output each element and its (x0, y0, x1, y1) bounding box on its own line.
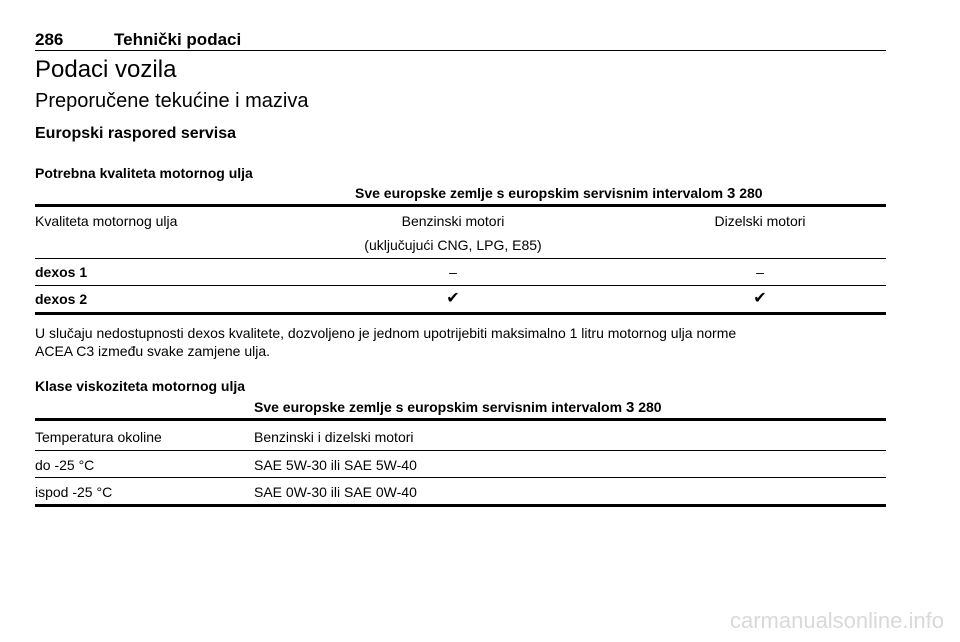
column-header-oil-quality: Kvaliteta motornog ulja (35, 213, 178, 229)
cross-reference-arrow-icon[interactable]: 3 (625, 399, 635, 416)
page-number: 286 (35, 30, 64, 49)
cross-reference-page[interactable]: 280 (638, 399, 662, 415)
row-viscosity-grade: SAE 5W-30 ili SAE 5W-40 (254, 457, 417, 473)
caption-text: Sve europske zemlje s europskim servisnim intervalom (355, 185, 724, 201)
table-rule (35, 204, 886, 207)
column-header-engines: Benzinski i dizelski motori (254, 429, 414, 445)
note-line: ACEA C3 između svake zamjene ulja. (35, 343, 270, 359)
table-rule (35, 258, 886, 259)
page-title: Podaci vozila (35, 56, 177, 83)
viscosity-caption (254, 398, 662, 417)
note-line: U slučaju nedostupnosti dexos kvalitete, dozvoljeno je jednom upotrijebiti maksimalno 1 litru motornog ulja norme (35, 325, 737, 341)
chapter-title: Tehnički podaci (114, 30, 242, 49)
oil-quality-caption (355, 184, 763, 203)
table-rule (35, 450, 886, 451)
row-temperature: ispod -25 °C (35, 484, 113, 500)
column-header-temperature: Temperatura okoline (35, 429, 162, 445)
table-rule (35, 418, 886, 421)
row-temperature: do -25 °C (35, 457, 95, 473)
dexos2-diesel-checkmark-icon: ✔ (753, 290, 767, 307)
row-label-dexos2: dexos 2 (35, 291, 88, 307)
page-header (35, 30, 886, 50)
table-rule (35, 504, 886, 507)
row-label-dexos1: dexos 1 (35, 264, 88, 280)
table-rule (35, 312, 886, 315)
oil-quality-heading: Potrebna kvaliteta motornog ulja (35, 165, 253, 181)
dexos1-petrol-value: – (449, 264, 457, 280)
dexos-note (35, 324, 886, 360)
watermark-text: carmanualsonline.info (729, 608, 944, 633)
cross-reference-page[interactable]: 280 (739, 185, 763, 201)
caption-text: Sve europske zemlje s europskim servisnim intervalom (254, 399, 623, 415)
header-divider (35, 50, 886, 51)
column-header-diesel: Dizelski motori (714, 213, 806, 229)
section-heading: Europski raspored servisa (35, 125, 236, 142)
dexos1-diesel-value: – (756, 264, 764, 280)
column-header-petrol-note: (uključujući CNG, LPG, E85) (364, 237, 542, 253)
column-header-petrol: Benzinski motori (401, 213, 505, 229)
cross-reference-arrow-icon[interactable]: 3 (726, 185, 736, 202)
table-rule (35, 477, 886, 478)
manual-page (35, 0, 886, 642)
viscosity-heading: Klase viskoziteta motornog ulja (35, 378, 246, 394)
row-viscosity-grade: SAE 0W-30 ili SAE 0W-40 (254, 484, 417, 500)
table-rule (35, 285, 886, 286)
page-subtitle: Preporučene tekućine i maziva (35, 90, 309, 112)
dexos2-petrol-checkmark-icon: ✔ (446, 290, 460, 307)
